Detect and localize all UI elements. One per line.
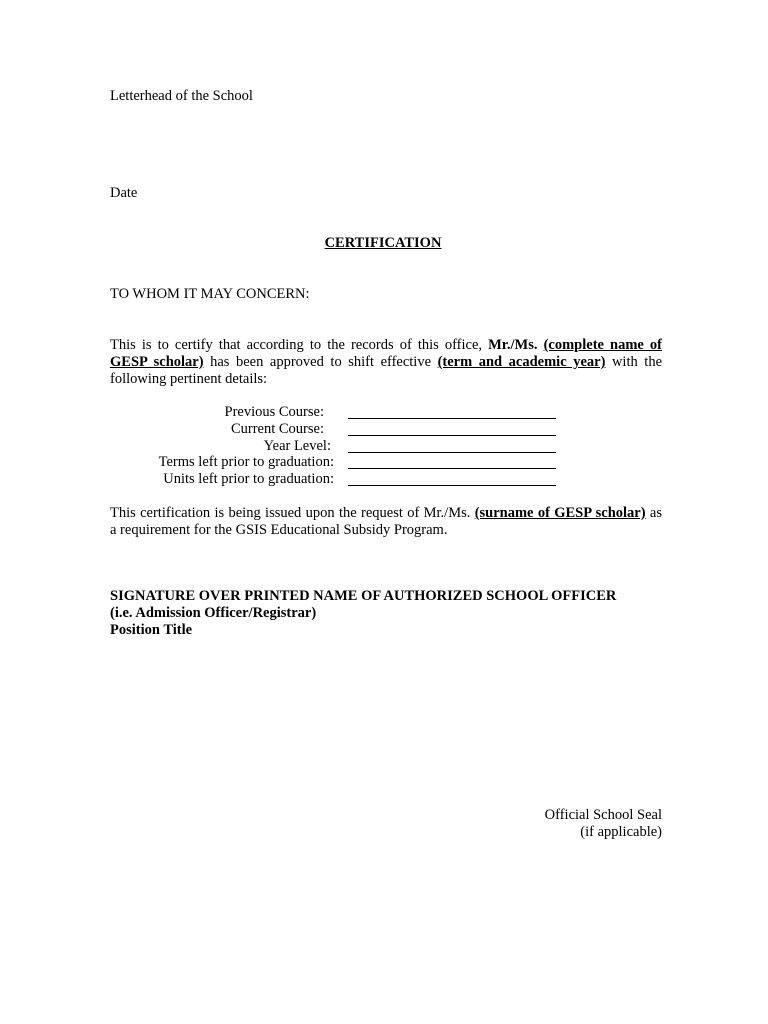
document-title-text: CERTIFICATION	[324, 235, 442, 251]
detail-row-units-left	[110, 471, 662, 488]
detail-label: Previous Course:	[224, 404, 324, 420]
detail-row-terms-left	[110, 454, 662, 471]
salutation: TO WHOM IT MAY CONCERN:	[110, 286, 310, 302]
para1-text-3: with the following pertinent details:	[110, 354, 663, 387]
detail-label: Current Course:	[230, 421, 324, 437]
blank-line[interactable]	[348, 418, 556, 419]
detail-row-previous-course	[110, 404, 662, 421]
detail-label: Terms left prior to graduation:	[158, 454, 334, 470]
school-seal-block	[545, 807, 662, 841]
seal-label: Official School Seal	[544, 807, 662, 823]
request-paragraph	[110, 505, 662, 539]
detail-label: Units left prior to graduation:	[163, 471, 334, 487]
surname-placeholder: (surname of GESP scholar)	[474, 505, 646, 521]
blank-line[interactable]	[348, 435, 556, 436]
blank-line[interactable]	[348, 485, 556, 486]
signature-block	[110, 588, 616, 639]
blank-line[interactable]	[348, 452, 556, 453]
letterhead-placeholder: Letterhead of the School	[110, 88, 253, 104]
signature-position-title: Position Title	[110, 622, 193, 638]
para1-honorific: Mr./Ms.	[488, 337, 538, 353]
signature-officer-example: (i.e. Admission Officer/Registrar)	[110, 605, 317, 621]
term-year-placeholder: (term and academic year)	[437, 354, 606, 370]
para1-text-2: has been approved to shift effective	[203, 354, 438, 370]
detail-row-year-level	[110, 438, 662, 455]
signature-line: SIGNATURE OVER PRINTED NAME OF AUTHORIZED SCHOOL OFFICER	[110, 588, 617, 604]
blank-line[interactable]	[348, 468, 556, 469]
seal-note: (if applicable)	[580, 824, 662, 840]
scholar-name-placeholder: (complete name of GESP scholar)	[110, 337, 663, 370]
detail-label: Year Level:	[263, 438, 331, 454]
para2-text-2: as a requirement for the GSIS Educational Subsidy Program.	[110, 505, 662, 538]
date-placeholder: Date	[110, 185, 138, 201]
certification-paragraph	[110, 337, 662, 388]
para2-text-1: This certification is being issued upon the request of Mr./Ms.	[110, 505, 475, 521]
detail-row-current-course	[110, 421, 662, 438]
para1-text-1: This is to certify that according to the records of this office,	[110, 337, 489, 353]
document-title	[0, 235, 768, 252]
